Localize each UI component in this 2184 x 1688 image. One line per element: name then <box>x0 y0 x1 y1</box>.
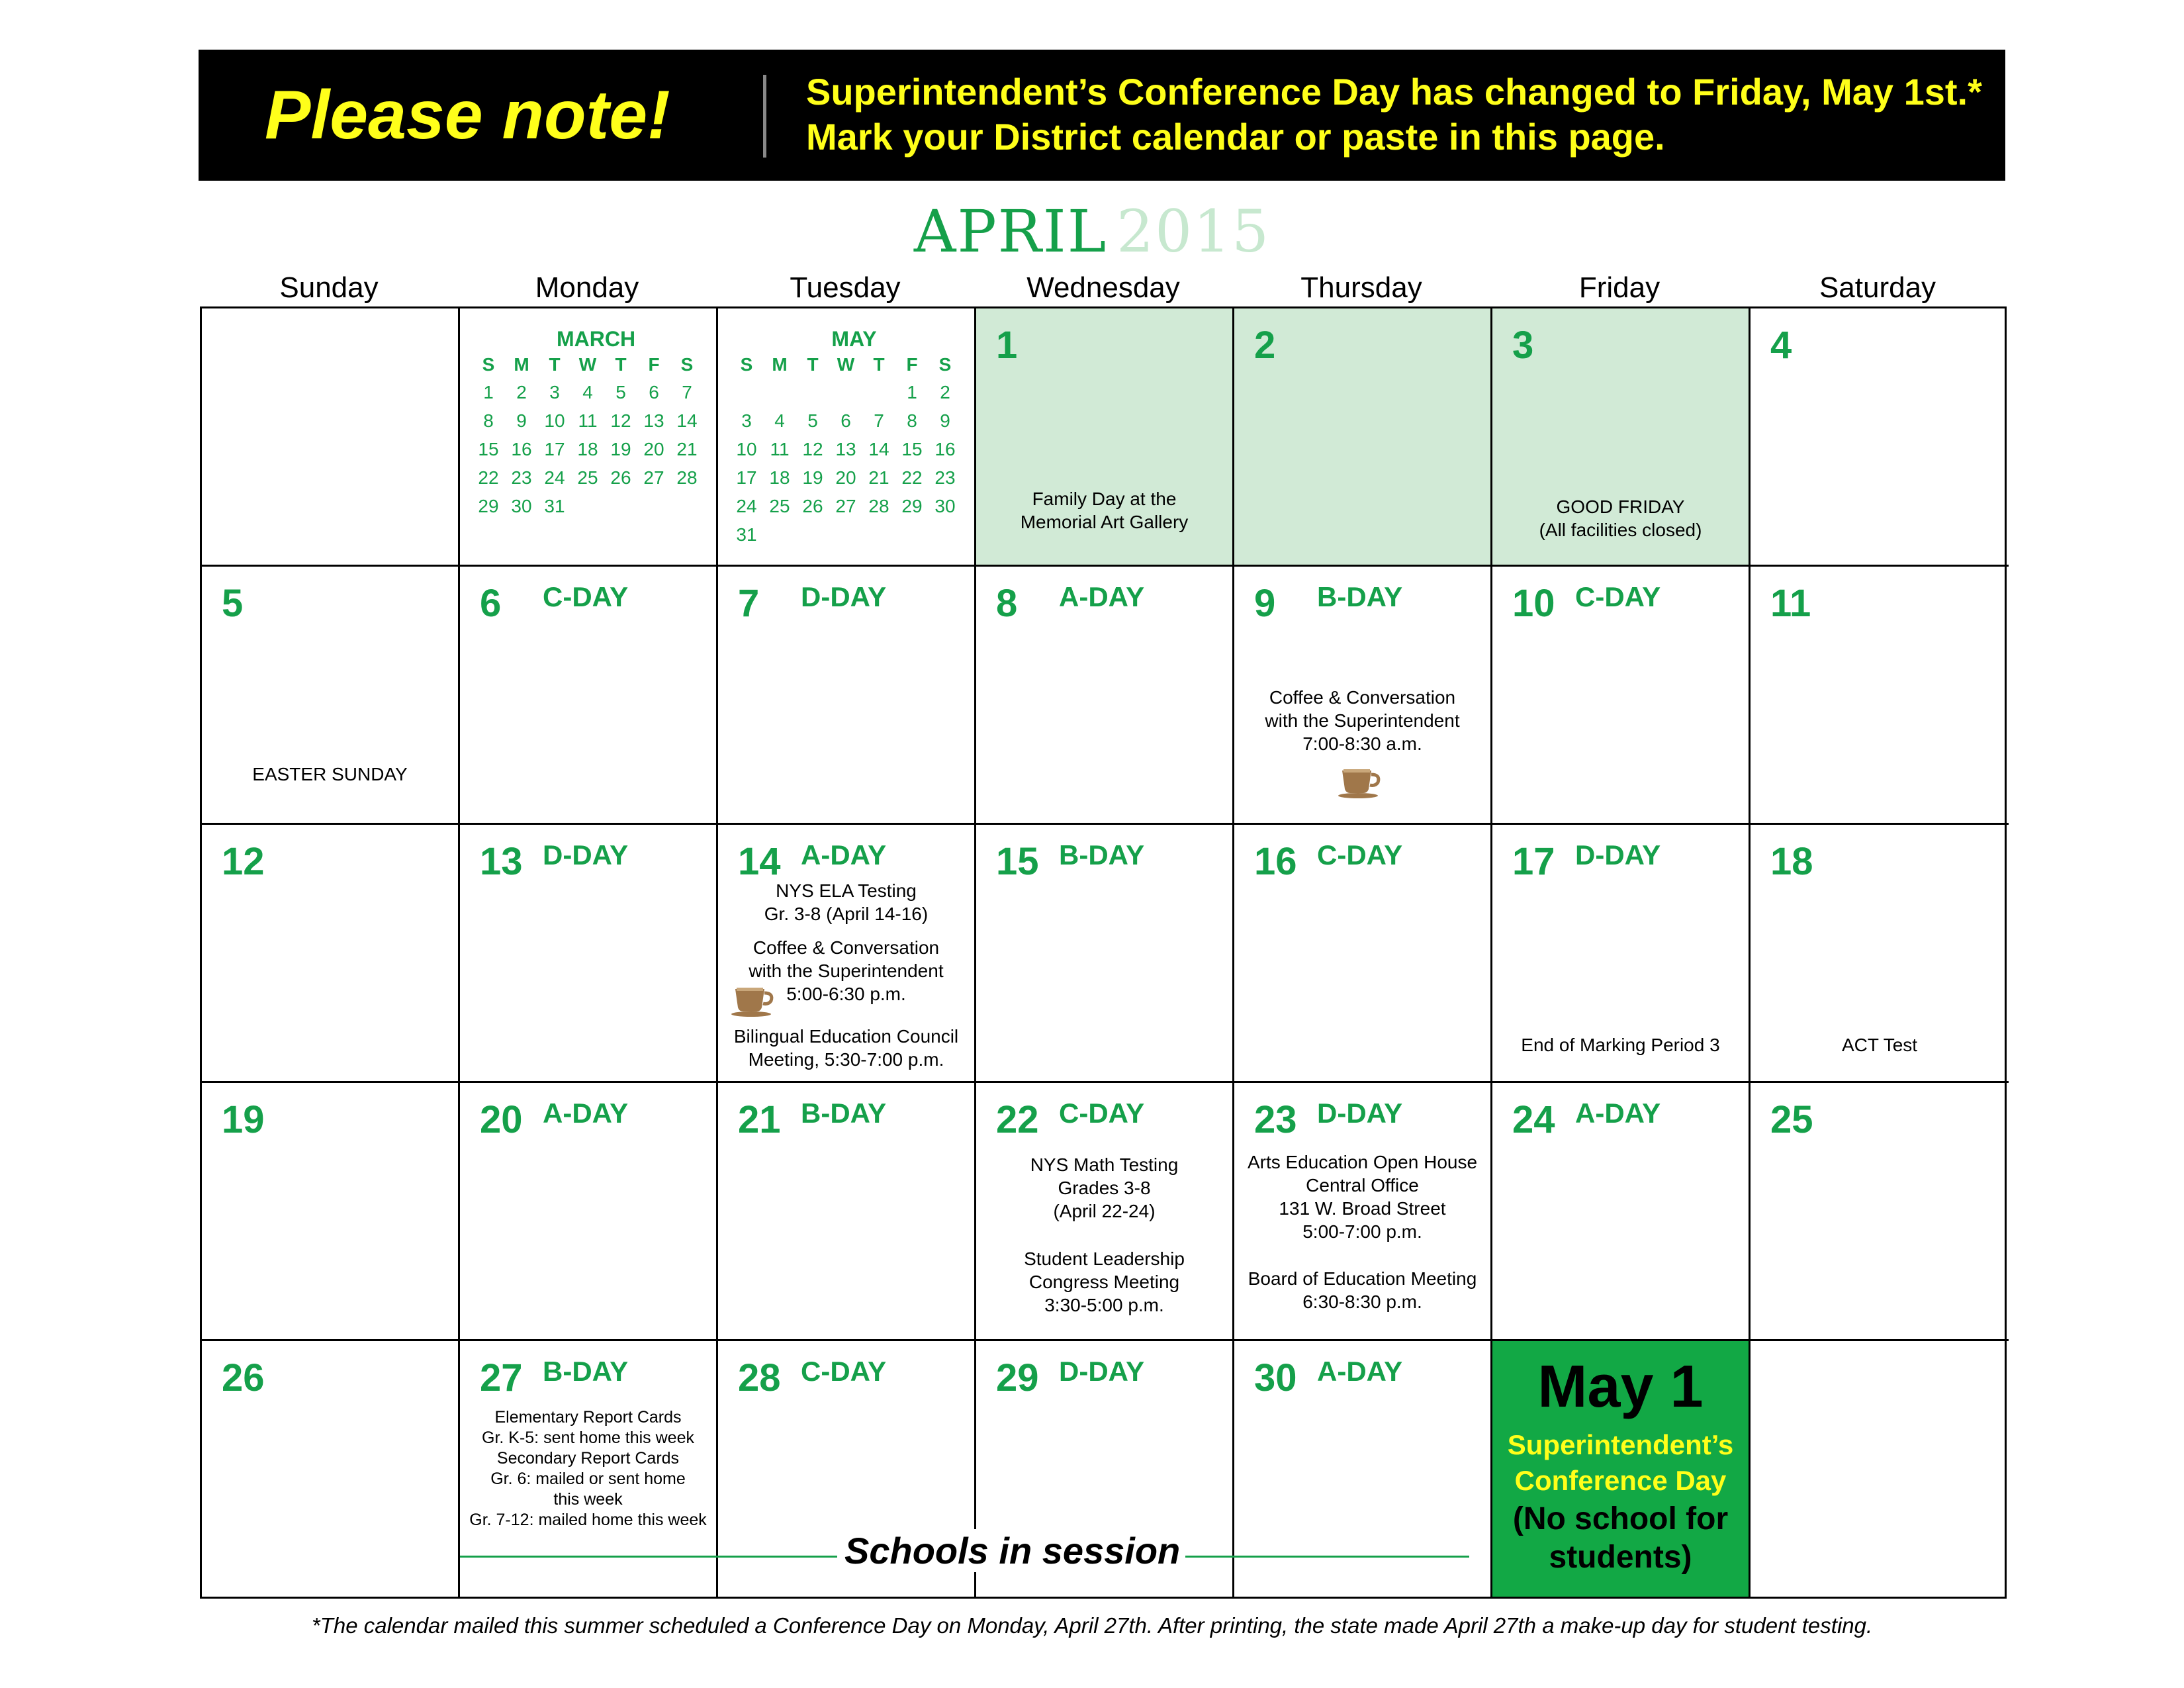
event-report-cards <box>460 1407 716 1530</box>
mini-calendar-day: 5 <box>807 410 818 431</box>
mini-calendar-day: 19 <box>610 438 631 459</box>
day-number: 24 <box>1512 1098 1555 1141</box>
day-cell-27 <box>460 1341 718 1597</box>
mini-calendar-day: 21 <box>676 438 698 459</box>
mini-calendar-table <box>472 352 704 520</box>
event-good-friday <box>1492 495 1749 541</box>
rotation-day-label: A-DAY <box>1317 1356 1403 1387</box>
day-number: 4 <box>1770 324 1792 367</box>
mini-calendar-day: 8 <box>483 410 494 431</box>
mini-calendar-day <box>862 520 895 549</box>
day-cell-10 <box>1492 567 1751 825</box>
calendar-cell-empty <box>1751 1341 2009 1597</box>
weekday-friday: Friday <box>1578 271 1661 304</box>
day-number: 3 <box>1512 324 1534 367</box>
mini-calendar-day: 29 <box>901 495 923 516</box>
mini-calendar-day: 12 <box>610 410 631 431</box>
may-1-title: May 1 <box>1537 1354 1704 1420</box>
event-line: Secondary Report Cards <box>496 1449 680 1468</box>
event-line: Coffee & Conversation <box>752 937 940 958</box>
event-math-testing <box>976 1153 1232 1223</box>
day-number: 5 <box>222 582 244 625</box>
month-year: 2015 <box>1116 197 1271 265</box>
mini-calendar-day: 15 <box>901 438 923 459</box>
mini-calendar-day: 15 <box>478 438 499 459</box>
event-arts-open-house <box>1234 1150 1490 1243</box>
mini-calendar-day: 17 <box>544 438 565 459</box>
weekday-monday: Monday <box>535 271 639 304</box>
rotation-day-label: C-DAY <box>801 1356 887 1387</box>
day-number: 9 <box>1254 582 1276 625</box>
mini-calendar-weekday: S <box>740 354 753 375</box>
rotation-day-label: C-DAY <box>1059 1098 1145 1129</box>
conference-day-line: Conference Day <box>1514 1465 1727 1496</box>
mini-calendar-day: 2 <box>516 381 527 402</box>
day-number: 22 <box>996 1098 1039 1141</box>
day-number: 13 <box>480 840 523 883</box>
banner-title: Please note! <box>265 77 670 154</box>
mini-calendar-day: 23 <box>934 467 956 488</box>
mini-calendar-day: 1 <box>483 381 494 402</box>
mini-calendar-day: 26 <box>610 467 631 488</box>
mini-calendar-day: 11 <box>770 438 790 459</box>
mini-calendar-may-cell <box>718 308 976 567</box>
rotation-day-label: B-DAY <box>543 1356 629 1387</box>
weekday-thursday: Thursday <box>1300 271 1422 304</box>
session-line-left <box>460 1556 837 1558</box>
day-number: 16 <box>1254 840 1297 883</box>
mini-calendar-day <box>862 378 895 406</box>
mini-calendar-day: 3 <box>741 410 752 431</box>
mini-calendar-day: 13 <box>643 410 664 431</box>
mini-calendar-weekday: T <box>807 354 819 375</box>
coffee-cup-icon <box>1337 765 1385 798</box>
mini-calendar-day: 7 <box>874 410 884 431</box>
day-number: 28 <box>738 1356 781 1399</box>
event-line: Student Leadership <box>1024 1248 1185 1269</box>
mini-calendar-day: 16 <box>934 438 956 459</box>
mini-calendar-day: 5 <box>615 381 626 402</box>
day-cell-18 <box>1751 825 2009 1083</box>
event-board-meeting <box>1234 1267 1490 1313</box>
day-number: 10 <box>1512 582 1555 625</box>
rotation-day-label: D-DAY <box>1575 839 1661 870</box>
mini-calendar-day: 9 <box>940 410 950 431</box>
mini-calendar-day <box>730 378 763 406</box>
event-line: Gr. 3-8 (April 14-16) <box>764 904 929 924</box>
day-number: 21 <box>738 1098 781 1141</box>
conference-day-label <box>1492 1427 1749 1499</box>
day-number: 26 <box>222 1356 265 1399</box>
banner-message <box>806 70 1982 160</box>
day-number: 11 <box>1770 582 1811 625</box>
mini-calendar-weekday: W <box>837 354 855 375</box>
day-number: 23 <box>1254 1098 1297 1141</box>
day-cell-25 <box>1751 1083 2009 1341</box>
mini-calendar-day: 13 <box>835 438 856 459</box>
event-line: Central Office <box>1306 1175 1419 1196</box>
event-line: Coffee & Conversation <box>1269 687 1456 708</box>
mini-calendar-day <box>796 520 829 549</box>
event-line: (All facilities closed) <box>1539 520 1702 540</box>
mini-calendar-day: 30 <box>934 495 956 516</box>
weekday-wednesday: Wednesday <box>1026 271 1180 304</box>
mini-calendar-day: 11 <box>578 410 598 431</box>
day-number: 17 <box>1512 840 1555 883</box>
mini-calendar-weekday: W <box>578 354 597 375</box>
event-end-marking-period: End of Marking Period 3 <box>1521 1035 1720 1055</box>
day-cell-5 <box>202 567 460 825</box>
mini-calendar-weekday: T <box>873 354 885 375</box>
day-number: 6 <box>480 582 502 625</box>
rotation-day-label: A-DAY <box>801 839 887 870</box>
day-cell-24 <box>1492 1083 1751 1341</box>
mini-calendar-day <box>829 378 862 406</box>
rotation-day-label: C-DAY <box>1317 839 1403 870</box>
mini-calendar-day: 2 <box>940 381 950 402</box>
rotation-day-label: D-DAY <box>543 839 629 870</box>
event-line: Memorial Art Gallery <box>1020 512 1189 532</box>
day-cell-12 <box>202 825 460 1083</box>
mini-calendar-title: MARCH <box>556 327 636 351</box>
mini-calendar-day: 12 <box>802 438 823 459</box>
event-line: Board of Education Meeting <box>1248 1268 1477 1289</box>
day-number: 19 <box>222 1098 265 1141</box>
event-line: (April 22-24) <box>1053 1201 1156 1221</box>
event-line: 5:00-6:30 p.m. <box>786 984 906 1004</box>
mini-calendar-day: 27 <box>835 495 856 516</box>
day-cell-8 <box>976 567 1234 825</box>
mini-calendar-day <box>763 378 796 406</box>
day-number: 7 <box>738 582 760 625</box>
rotation-day-label: A-DAY <box>1059 581 1145 612</box>
mini-calendar-day <box>670 492 704 520</box>
day-number: 20 <box>480 1098 523 1141</box>
day-cell-22 <box>976 1083 1234 1341</box>
month-heading <box>0 197 2184 265</box>
month-name: APRIL <box>913 197 1108 265</box>
mini-calendar-day: 28 <box>676 467 698 488</box>
mini-calendar-march <box>472 327 707 520</box>
day-cell-11 <box>1751 567 2009 825</box>
mini-calendar-day: 19 <box>802 467 823 488</box>
session-line-right <box>1152 1556 1469 1558</box>
mini-calendar-day: 17 <box>736 467 757 488</box>
event-line: Bilingual Education Council <box>733 1026 959 1047</box>
mini-calendar-day: 3 <box>549 381 560 402</box>
mini-calendar-day: 8 <box>907 410 917 431</box>
rotation-day-label: D-DAY <box>801 581 887 612</box>
mini-calendar-day: 27 <box>643 467 664 488</box>
schools-in-session-label: Schools in session <box>839 1529 1185 1572</box>
mini-calendar-day: 24 <box>544 467 565 488</box>
mini-calendar-day: 7 <box>682 381 692 402</box>
event-line: 5:00-7:00 p.m. <box>1302 1221 1422 1242</box>
event-line: NYS Math Testing <box>1030 1154 1179 1175</box>
event-line: 7:00-8:30 a.m. <box>1302 733 1422 754</box>
rotation-day-label: A-DAY <box>1575 1098 1661 1129</box>
mini-calendar-day: 31 <box>736 524 757 545</box>
day-cell-3 <box>1492 308 1751 567</box>
mini-calendar-day: 22 <box>478 467 499 488</box>
day-cell-13 <box>460 825 718 1083</box>
event-line: with the Superintendent <box>1265 710 1460 731</box>
day-number: 8 <box>996 582 1018 625</box>
day-cell-4 <box>1751 308 2009 567</box>
mini-calendar-day: 6 <box>841 410 851 431</box>
day-number: 2 <box>1254 324 1276 367</box>
mini-calendar-day: 10 <box>736 438 757 459</box>
mini-calendar-weekday: M <box>772 354 788 375</box>
day-cell-2 <box>1234 308 1492 567</box>
rotation-day-label: D-DAY <box>1317 1098 1403 1129</box>
mini-calendar-table <box>730 352 962 549</box>
mini-calendar-day <box>895 520 929 549</box>
no-school-line: (No school for <box>1512 1501 1729 1536</box>
calendar-cell-empty <box>202 308 460 567</box>
event-easter-sunday: EASTER SUNDAY <box>252 764 408 784</box>
mini-calendar-day: 24 <box>736 495 757 516</box>
mini-calendar-title: MAY <box>831 327 877 351</box>
event-line: Gr. 7-12: mailed home this week <box>469 1511 707 1529</box>
day-number: 14 <box>738 840 781 883</box>
mini-calendar-day: 21 <box>868 467 889 488</box>
day-cell-30 <box>1234 1341 1492 1597</box>
rotation-day-label: C-DAY <box>543 581 629 612</box>
event-bilingual-council <box>718 1025 974 1071</box>
rotation-day-label: C-DAY <box>1575 581 1661 612</box>
banner-line-2: Mark your District calendar or paste in this page. <box>806 116 1665 158</box>
calendar-grid <box>200 306 2007 1599</box>
day-cell-1 <box>976 308 1234 567</box>
mini-calendar-weekday: T <box>549 354 561 375</box>
footnote: *The calendar mailed this summer scheduled a Conference Day on Monday, April 27th. After printing, the state made April 27th a make-up day for student testing. <box>311 1613 1873 1638</box>
event-coffee-conversation <box>1234 686 1490 755</box>
mini-calendar-day: 25 <box>769 495 790 516</box>
rotation-day-label: A-DAY <box>543 1098 629 1129</box>
no-school-line: students) <box>1549 1540 1692 1575</box>
day-number: 29 <box>996 1356 1039 1399</box>
event-line: Congress Meeting <box>1028 1272 1180 1292</box>
day-cell-15 <box>976 825 1234 1083</box>
day-cell-6 <box>460 567 718 825</box>
day-number: 15 <box>996 840 1039 883</box>
mini-calendar-weekday: S <box>680 354 694 375</box>
rotation-day-label: B-DAY <box>1059 839 1145 870</box>
weekday-sunday: Sunday <box>279 271 379 304</box>
day-cell-20 <box>460 1083 718 1341</box>
day-number: 12 <box>222 840 265 883</box>
day-cell-14 <box>718 825 976 1083</box>
mini-calendar-day: 14 <box>676 410 698 431</box>
day-number: 25 <box>1770 1098 1813 1141</box>
mini-calendar-day: 9 <box>516 410 527 431</box>
mini-calendar-weekday: M <box>514 354 529 375</box>
mini-calendar-day <box>571 492 604 520</box>
day-cell-9 <box>1234 567 1492 825</box>
mini-calendar-day: 18 <box>769 467 790 488</box>
event-family-day <box>976 487 1232 534</box>
no-school-note <box>1492 1500 1749 1577</box>
event-line: Gr. 6: mailed or sent home <box>490 1470 686 1488</box>
mini-calendar-day <box>763 520 796 549</box>
day-cell-16 <box>1234 825 1492 1083</box>
event-line: Gr. K-5: sent home this week <box>482 1429 694 1447</box>
event-student-leadership <box>976 1247 1232 1317</box>
mini-calendar-day <box>929 520 962 549</box>
day-cell-26 <box>202 1341 460 1597</box>
mini-calendar-weekday: S <box>482 354 495 375</box>
mini-calendar-day: 28 <box>868 495 889 516</box>
weekday-saturday: Saturday <box>1819 271 1936 304</box>
rotation-day-label: B-DAY <box>801 1098 887 1129</box>
day-number: 18 <box>1770 840 1813 883</box>
mini-calendar-day: 22 <box>901 467 923 488</box>
mini-calendar-day: 23 <box>511 467 532 488</box>
banner-line-1: Superintendent’s Conference Day has changed to Friday, May 1st.* <box>806 71 1982 113</box>
mini-calendar-day: 4 <box>774 410 785 431</box>
mini-calendar-day: 31 <box>544 495 565 516</box>
mini-calendar-weekday: S <box>938 354 952 375</box>
mini-calendar-day: 4 <box>582 381 593 402</box>
day-number: 27 <box>480 1356 523 1399</box>
mini-calendar-march-cell <box>460 308 718 567</box>
day-cell-7 <box>718 567 976 825</box>
mini-calendar-day <box>829 520 862 549</box>
event-line: with the Superintendent <box>749 961 944 981</box>
day-cell-17 <box>1492 825 1751 1083</box>
event-line: GOOD FRIDAY <box>1556 496 1685 517</box>
weekday-tuesday: Tuesday <box>790 271 901 304</box>
event-line: 3:30-5:00 p.m. <box>1044 1295 1164 1315</box>
mini-calendar-weekday: F <box>648 354 660 375</box>
mini-calendar-day: 30 <box>511 495 532 516</box>
mini-calendar-day: 10 <box>544 410 565 431</box>
mini-calendar-weekday: T <box>615 354 627 375</box>
event-ela-testing <box>718 879 974 925</box>
event-line: Elementary Report Cards <box>494 1408 682 1427</box>
day-cell-23 <box>1234 1083 1492 1341</box>
event-line: 6:30-8:30 p.m. <box>1302 1291 1422 1312</box>
rotation-day-label: D-DAY <box>1059 1356 1145 1387</box>
day-number: 1 <box>996 324 1018 367</box>
day-cell-19 <box>202 1083 460 1341</box>
day-cell-21 <box>718 1083 976 1341</box>
mini-calendar-weekday: F <box>906 354 918 375</box>
event-act-test: ACT Test <box>1841 1035 1918 1055</box>
mini-calendar-day <box>604 492 637 520</box>
event-line: 131 W. Broad Street <box>1279 1198 1446 1219</box>
mini-calendar-day: 20 <box>835 467 856 488</box>
coffee-cup-icon <box>730 984 778 1017</box>
banner-divider <box>763 75 766 158</box>
mini-calendar-day: 25 <box>577 467 598 488</box>
notice-banner <box>199 50 2005 181</box>
event-line: NYS ELA Testing <box>776 880 917 901</box>
event-line: Grades 3-8 <box>1058 1178 1151 1198</box>
rotation-day-label: B-DAY <box>1317 581 1403 612</box>
mini-calendar-day: 29 <box>478 495 499 516</box>
may-1-conference-day-cell <box>1492 1341 1751 1597</box>
mini-calendar-day <box>637 492 670 520</box>
mini-calendar-day: 1 <box>907 381 917 402</box>
mini-calendar-day: 20 <box>643 438 664 459</box>
conference-day-line: Superintendent’s <box>1507 1429 1734 1460</box>
mini-calendar-day: 18 <box>577 438 598 459</box>
mini-calendar-day: 16 <box>511 438 532 459</box>
event-line: this week <box>553 1490 623 1509</box>
event-line: Family Day at the <box>1032 489 1177 509</box>
event-line: Meeting, 5:30-7:00 p.m. <box>748 1049 944 1070</box>
mini-calendar-day: 26 <box>802 495 823 516</box>
mini-calendar-day <box>796 378 829 406</box>
mini-calendar-may <box>730 327 965 549</box>
day-number: 30 <box>1254 1356 1297 1399</box>
mini-calendar-day: 6 <box>649 381 659 402</box>
mini-calendar-day: 14 <box>868 438 889 459</box>
event-line: Arts Education Open House <box>1247 1152 1478 1172</box>
